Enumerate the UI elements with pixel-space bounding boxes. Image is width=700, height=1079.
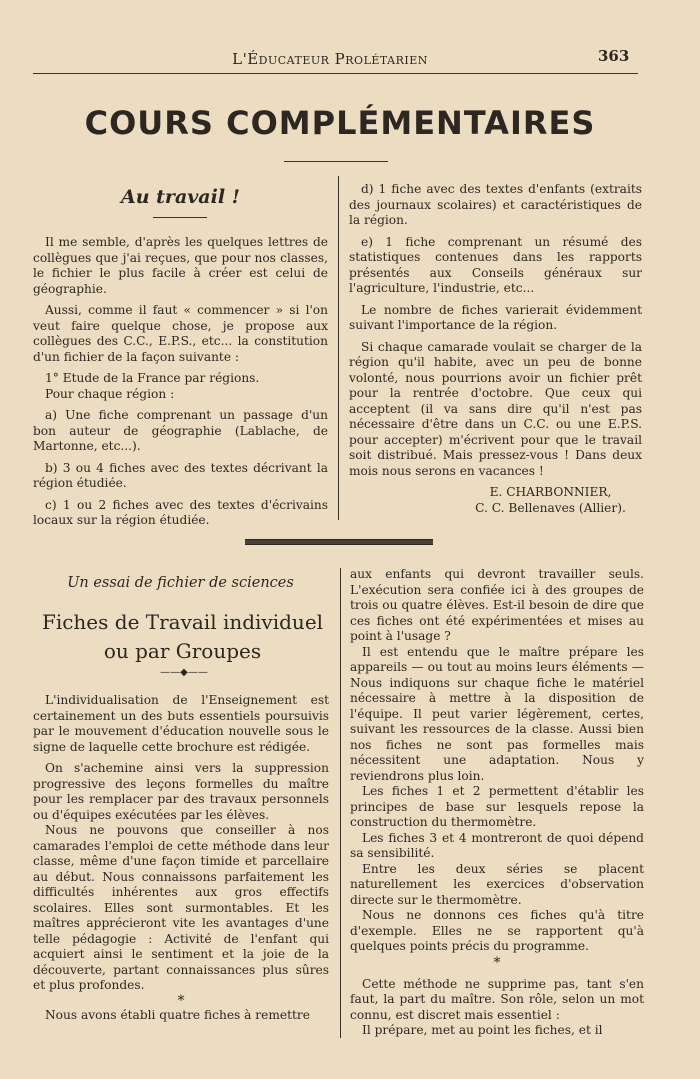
paragraph: e) 1 fiche comprenant un résumé des statistiques contenues dans les rapports présentés aux Conseils généraux sur l'agriculture, l'industrie, etc... <box>349 234 642 295</box>
article2-right-column <box>350 567 644 1039</box>
signature-name: E. CHARBONNIER, <box>489 485 612 499</box>
ornament: ——◆—— <box>160 667 208 678</box>
journal-title: L'Éducateur Prolétarien <box>232 50 428 68</box>
paragraph: Pour chaque région : <box>45 386 175 401</box>
paragraph: Si chaque camarade voulait se charger de la région qu'il habite, avec un peu de bonne volonté, nous pourrions avoir un fichier prêt pour la rentrée d'octobre. Que ceux qui acceptent (il va sans dire qu'il n'est pas nécessaire d'être dans un C.C. ou une E.P.S. pour accepter) m'écrivent pour que le travail soit distribué. Mais pressez-vous ! Dans deux mois nous serons en vacances ! <box>349 339 642 478</box>
paragraph: Entre les deux séries se placent naturellement les exercices d'observation directe sur le thermomètre. <box>350 861 644 907</box>
article1-title-rule <box>153 217 207 218</box>
article2-title <box>30 608 335 666</box>
column-divider <box>340 568 341 1038</box>
paragraph: Nous avons établi quatre fiches à remettre <box>45 1007 310 1022</box>
paragraph: b) 3 ou 4 fiches avec des textes décrivant la région étudiée. <box>33 460 328 490</box>
paragraph: On s'achemine ainsi vers la suppression progressive des leçons formelles du maître pour les remplacer par des travaux personnels ou d'équipes exécutées par les élèves. <box>33 761 329 822</box>
paragraph: Il prépare, met au point les fiches, et il <box>362 1023 603 1037</box>
paragraph: 1° Etude de la France par régions. <box>45 371 260 385</box>
page-number: 363 <box>598 47 630 65</box>
paragraph: Aussi, comme il faut « commencer » si l'on veut faire quelque chose, je propose aux collègues des C.C., E.P.S., etc... la constitution d'un fichier de la façon suivante : <box>33 303 328 364</box>
column-divider <box>338 176 339 520</box>
section-title: COURS COMPLÉMENTAIRES <box>84 104 596 142</box>
article2-title-line: Fiches de Travail individuel <box>41 610 324 634</box>
paragraph: Nous ne donnons ces fiches qu'à titre d'exemple. Elles ne se rapportent qu'à quelques points précis du programme. <box>350 908 644 953</box>
paragraph: Il est entendu que le maître prépare les appareils — ou tout au moins leurs éléments — Nous indiquons sur chaque fiche le matériel nécessaire à mettre à la disposition de l'équipe. Il peut varier légèrement, certes, suivant les ressources de la classe. Aussi bien nos fiches ne sont pas formelles mais nécessitent une adaptation. Nous y reviendrons plus loin. <box>350 644 644 783</box>
paragraph: Cette méthode ne supprime pas, tant s'en faut, la part du maître. Son rôle, selon un mot connu, est discret mais essentiel : <box>350 976 644 1022</box>
header-rule <box>33 73 638 74</box>
section-separator <box>245 539 433 545</box>
article2-title-line: ou par Groupes <box>103 639 262 663</box>
paragraph: Nous ne pouvons que conseiller à nos camarades l'emploi de cette méthode dans leur classe, même d'une façon timide et parcellaire au début. Nous connaissons parfaitement les difficultés inhérentes aux gros effectifs scolaires. Elles sont surmontables. Et les maîtres apprécieront vite les avantages d'une telle pédagogie : Activité de l'enfant qui acquiert ainsi le sentiment et la joie de la découverte, partant connaissances plus sûres et plus profondes. <box>33 823 329 992</box>
paragraph: Le nombre de fiches varierait évidemment suivant l'importance de la région. <box>349 302 642 332</box>
signature-place: C. C. Bellenaves (Allier). <box>475 500 626 515</box>
paragraph: Les fiches 1 et 2 permettent d'établir les principes de base sur lesquels repose la construction du thermomètre. <box>350 784 644 829</box>
article1-left-column <box>33 235 328 529</box>
article2-kicker: Un essai de fichier de sciences <box>67 575 294 591</box>
article2-left-column <box>33 693 329 1023</box>
paragraph: Il me semble, d'après les quelques lettres de collègues que j'ai reçues, que pour nos classes, le fichier le plus facile à créer est celui de géographie. <box>33 235 328 296</box>
article1-title: Au travail ! <box>120 186 240 208</box>
asterisk: * <box>177 992 185 1009</box>
paragraph: d) 1 fiche avec des textes d'enfants (extraits des journaux scolaires) et caractéristiques de la région. <box>349 182 642 227</box>
paragraph: a) Une fiche comprenant un passage d'un bon auteur de géographie (Lablache, de Martonne, etc...). <box>33 408 328 453</box>
article1-right-column <box>349 182 642 516</box>
paragraph: L'individualisation de l'Enseignement est certainement un des buts essentiels poursuivis par le mouvement d'éducation nouvelle sous le signe de laquelle cette brochure est rédigée. <box>33 693 329 754</box>
title-rule <box>284 161 388 162</box>
paragraph: aux enfants qui devront travailler seuls. L'exécution sera confiée ici à des groupes de trois ou quatre élèves. Est-il besoin de dire que ces fiches ont été expérimentées et mises au point à l'usage ? <box>350 567 644 643</box>
paragraph: Les fiches 3 et 4 montreront de quoi dépend sa sensibilité. <box>350 830 644 860</box>
asterisk: * <box>493 954 501 971</box>
paragraph: c) 1 ou 2 fiches avec des textes d'écrivains locaux sur la région étudiée. <box>33 497 328 527</box>
